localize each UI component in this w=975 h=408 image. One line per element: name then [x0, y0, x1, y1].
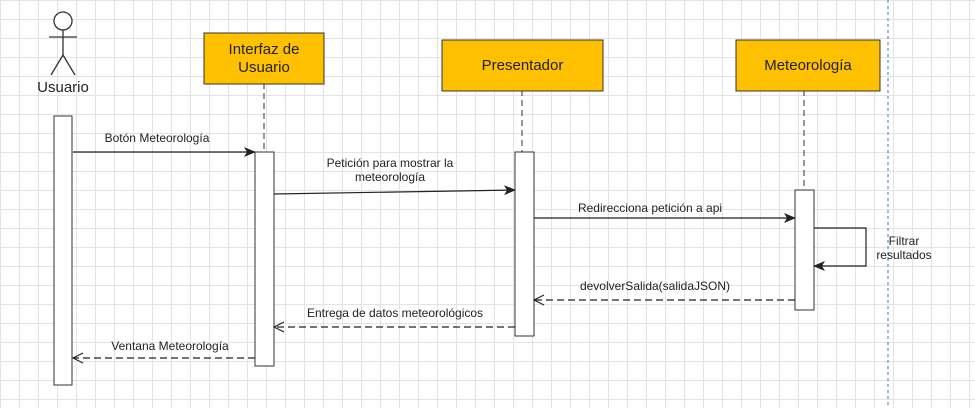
participant-label-ui: Interfaz de Usuario: [228, 40, 300, 76]
message-label-m7: Ventana Meteorología: [111, 339, 229, 353]
actor-leg-right: [63, 55, 75, 75]
message-arrow-m4: [814, 228, 866, 266]
activation-presenter: [515, 152, 534, 336]
message-label-m5: devolverSalida(salidaJSON): [579, 279, 731, 293]
message-label-m2: Petición para mostrar la meteorología: [326, 156, 454, 185]
participant-label-presenter: Presentador: [481, 56, 564, 74]
message-label-m6: Entrega de datos meteorológicos: [306, 306, 484, 320]
activation-weather: [795, 190, 814, 310]
message-label-m3: Redirecciona petición a api: [577, 201, 723, 215]
message-label-m1: Botón Meteorología: [104, 131, 210, 145]
actor-leg-left: [51, 55, 63, 75]
participant-label-weather: Meteorología: [764, 56, 852, 74]
activation-usuario: [54, 116, 72, 385]
actor-head: [54, 12, 72, 30]
actor-usuario: [49, 12, 77, 75]
activation-ui: [255, 152, 274, 366]
actor-label: Usuario: [37, 79, 89, 96]
message-arrow-m2: [274, 190, 515, 194]
message-label-m4: Filtrar resultados: [876, 234, 932, 263]
